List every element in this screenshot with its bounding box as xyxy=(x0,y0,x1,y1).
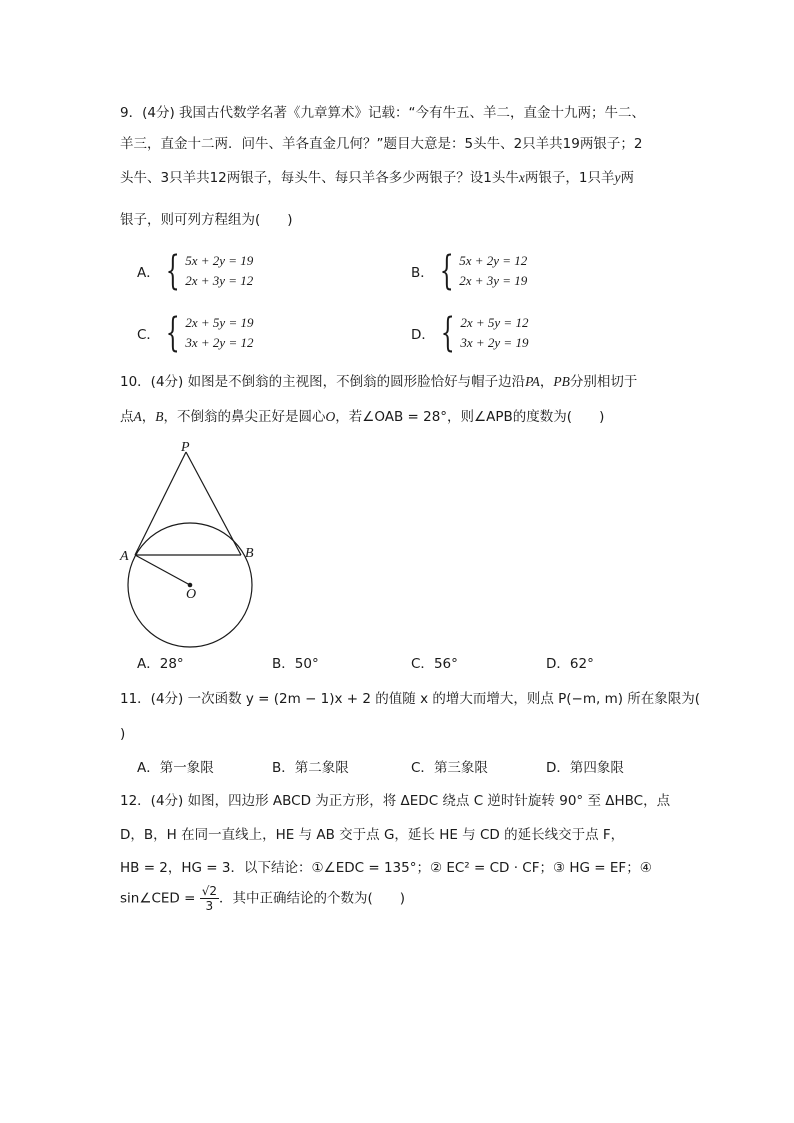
q12-line-1: 12．(4分) 如图，四边形 ABCD 为正方形，将 ΔEDC 绕点 C 逆时针旋转 90° 至 ΔHBC，点 xyxy=(120,793,671,809)
equation: 2x + 5y = 19 xyxy=(185,315,254,330)
option-label: C． xyxy=(411,760,434,776)
option-label: C． xyxy=(411,656,434,672)
option-label: A． xyxy=(137,656,160,672)
var-y: y xyxy=(614,170,621,185)
option-text: 第四象限 xyxy=(569,760,624,776)
option-label: B． xyxy=(411,265,434,281)
q9-line-4: 银子，则可列方程组为( ) xyxy=(120,212,293,228)
q12-line-3: HB = 2，HG = 3．以下结论：①∠EDC = 135°；② EC² = CD · CF；③ HG = EF；④ xyxy=(120,860,652,876)
q12-line-4b: ．其中正确结论的个数为( ) xyxy=(218,890,406,907)
q10-option-a[interactable] xyxy=(137,654,184,674)
option-label: A． xyxy=(137,265,160,281)
equation: 2x + 3y = 12 xyxy=(185,273,254,288)
q9-line-3a: 头牛、3只羊共12两银子，每头牛、每只羊各多少两银子？设1头牛 xyxy=(120,170,519,186)
option-label: D． xyxy=(411,327,435,343)
q11-line-2: ) xyxy=(120,726,126,742)
point-a: A xyxy=(133,409,142,424)
brace-icon: { xyxy=(165,248,180,294)
label-p: P xyxy=(181,440,190,455)
equation: 2x + 5y = 12 xyxy=(460,315,529,330)
q10-comma: ， xyxy=(539,374,554,390)
label-o: O xyxy=(186,587,197,602)
option-text: 50° xyxy=(294,656,319,672)
option-text: 第一象限 xyxy=(159,760,214,776)
point-b: B xyxy=(155,409,164,424)
option-label: B． xyxy=(272,656,295,672)
q11-option-d[interactable] xyxy=(546,758,624,778)
q10-line-2c: ，若∠OAB = 28°，则∠APB的度数为( ) xyxy=(335,409,605,425)
q10-line-1b: 分别相切于 xyxy=(569,374,638,390)
q10-line-1a: 10．(4分) 如图是不倒翁的主视图，不倒翁的圆形脸恰好与帽子边沿 xyxy=(120,374,526,390)
point-o: O xyxy=(325,409,336,424)
label-b: B xyxy=(245,546,254,561)
q12-line-4a: sin∠CED = xyxy=(120,890,196,907)
equation: 2x + 3y = 19 xyxy=(459,273,528,288)
q10-sep: ， xyxy=(141,409,156,425)
q9-line-1: 9．(4分) 我国古代数学名著《九章算术》记载：“今有牛五、羊二，直金十九两；牛二、 xyxy=(120,105,645,121)
fraction xyxy=(200,884,219,913)
q10-line-2b: ，不倒翁的鼻尖正好是圆心 xyxy=(163,409,326,425)
q9-line-2: 羊三，直金十二两．问牛、羊各直金几何？”题目大意是：5头牛、2只羊共19两银子；2 xyxy=(120,136,643,152)
brace-icon: { xyxy=(440,310,455,356)
q9-option-c[interactable] xyxy=(137,310,254,356)
segment-pb: PB xyxy=(553,374,570,389)
q10-option-c[interactable] xyxy=(411,654,458,674)
q11-option-a[interactable] xyxy=(137,758,214,778)
segment-pa: PA xyxy=(525,374,540,389)
option-label: D． xyxy=(546,656,570,672)
equation: 5x + 2y = 12 xyxy=(459,253,528,268)
q9-line-3c: 两 xyxy=(620,170,634,186)
var-x: x xyxy=(518,170,525,185)
tumbler-figure xyxy=(115,435,260,650)
option-text: 28° xyxy=(159,656,184,672)
q11-option-b[interactable] xyxy=(272,758,349,778)
q11-line-1: 11．(4分) 一次函数 y = (2m − 1)x + 2 的值随 x 的增大而增大，则点 P(−m, m) 所在象限为( xyxy=(120,691,701,707)
q10-option-b[interactable] xyxy=(272,654,319,674)
option-text: 56° xyxy=(433,656,458,672)
q10-line-2a: 点 xyxy=(120,409,134,425)
fraction-denominator: 3 xyxy=(205,899,214,913)
label-a: A xyxy=(120,549,129,564)
option-text: 第二象限 xyxy=(294,760,349,776)
q9-option-a[interactable] xyxy=(137,248,254,294)
option-label: B． xyxy=(272,760,295,776)
q9-line-3 xyxy=(120,168,634,188)
q12-line-2: D，B，H 在同一直线上，HE 与 AB 交于点 G，延长 HE 与 CD 的延长线交于点 F， xyxy=(120,827,625,843)
q10-option-d[interactable] xyxy=(546,654,594,674)
q9-option-d[interactable] xyxy=(411,310,529,356)
equation: 3x + 2y = 19 xyxy=(460,335,529,350)
q9-option-b[interactable] xyxy=(411,248,528,294)
q10-line-1 xyxy=(120,372,637,392)
q12-line-4 xyxy=(120,884,405,913)
brace-icon: { xyxy=(165,310,180,356)
option-label: A． xyxy=(137,760,160,776)
option-text: 62° xyxy=(569,656,594,672)
fraction-numerator: √2 xyxy=(201,884,217,898)
tangent-line-pa xyxy=(135,452,186,555)
q9-line-3b: 两银子，1只羊 xyxy=(524,170,615,186)
q10-line-2 xyxy=(120,407,604,427)
q11-option-c[interactable] xyxy=(411,758,488,778)
brace-icon: { xyxy=(439,248,454,294)
option-label: D． xyxy=(546,760,570,776)
option-text: 第三象限 xyxy=(433,760,488,776)
equation: 3x + 2y = 12 xyxy=(185,335,254,350)
radius-oa xyxy=(135,555,190,585)
option-label: C． xyxy=(137,327,160,343)
equation: 5x + 2y = 19 xyxy=(185,253,254,268)
